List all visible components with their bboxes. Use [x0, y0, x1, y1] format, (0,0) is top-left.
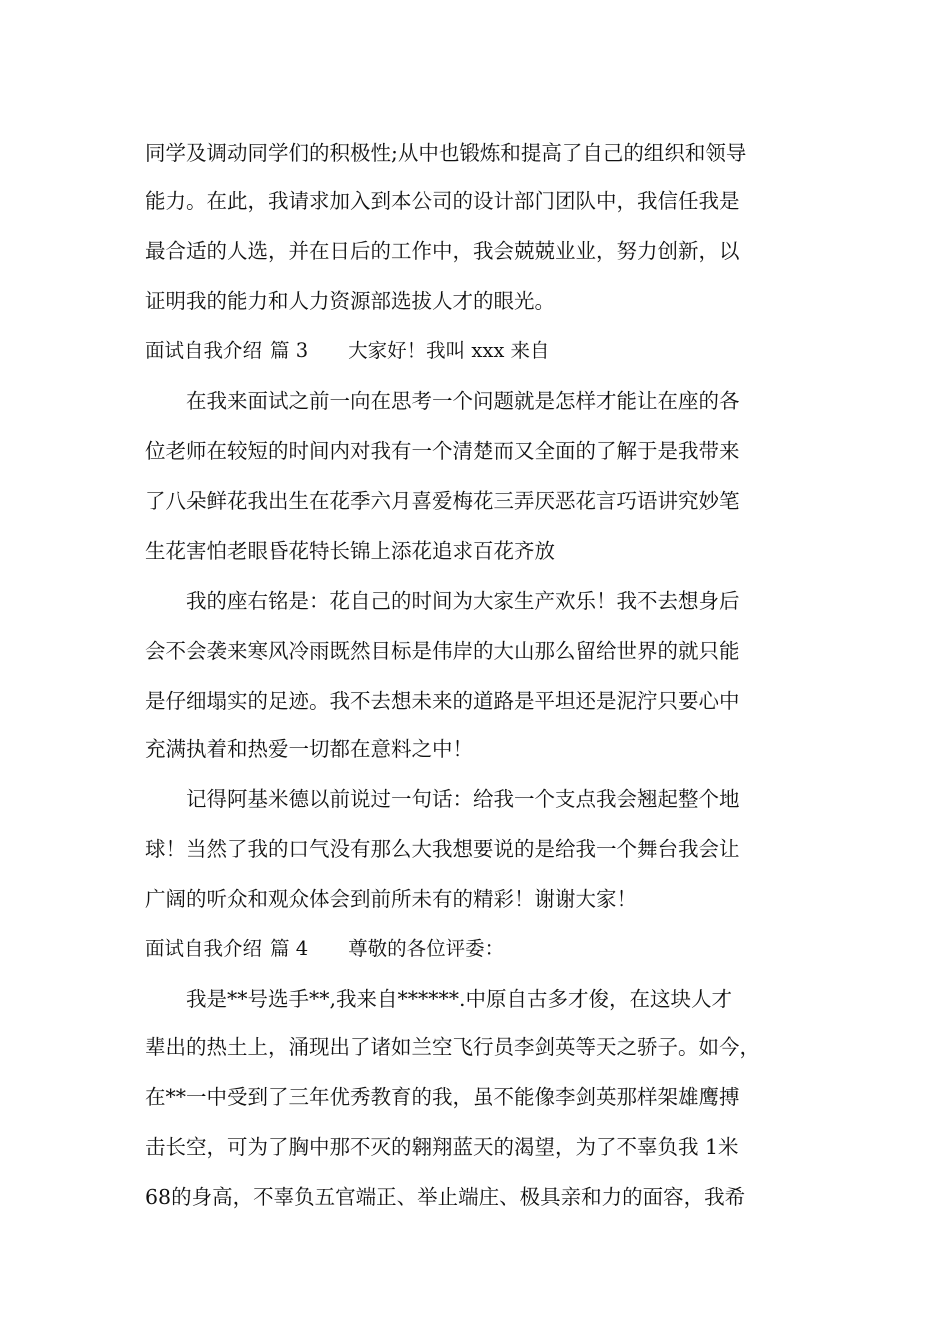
paragraph-line: 生花害怕老眼昏花特长锦上添花追求百花齐放: [145, 539, 555, 563]
paragraph-line: 在**一中受到了三年优秀教育的我，虽不能像李剑英那样架雄鹰搏: [145, 1085, 740, 1109]
paragraph-line: 充满执着和热爱一切都在意料之中！: [145, 737, 473, 761]
paragraph-line: 是仔细塌实的足迹。我不去想未来的道路是平坦还是泥泞只要心中: [145, 689, 740, 713]
section-number: 篇 3: [270, 339, 309, 362]
paragraph-line: 68的身高，不辜负五官端正、举止端庄、极具亲和力的面容，我希: [145, 1185, 746, 1209]
paragraph-line: 我是**号选手**,我来自******.中原自古多才俊，在这块人才: [145, 987, 733, 1011]
section-heading-4: [145, 934, 810, 964]
paragraph-line: 广阔的听众和观众体会到前所未有的精彩！谢谢大家！: [145, 887, 637, 911]
section-title: 面试自我介绍: [145, 339, 263, 362]
paragraph-line: 球！当然了我的口气没有那么大我想要说的是给我一个舞台我会让: [145, 837, 740, 861]
paragraph-line: 我的座右铭是：花自己的时间为大家生产欢乐！我不去想身后: [145, 589, 740, 613]
paragraph-line: 最合适的人选，并在日后的工作中，我会兢兢业业，努力创新，以: [145, 239, 740, 263]
paragraph-line: 击长空，可为了胸中那不灭的翱翔蓝天的渴望，为了不辜负我 1米: [145, 1135, 739, 1159]
paragraph-line: 会不会袭来寒风冷雨既然目标是伟岸的大山那么留给世界的就只能: [145, 639, 740, 663]
paragraph-line: 位老师在较短的时间内对我有一个清楚而又全面的了解于是我带来: [145, 439, 740, 463]
section-heading-3: [145, 336, 810, 366]
section-title: 面试自我介绍: [145, 937, 263, 960]
section-greeting: 大家好！我叫 xxx 来自: [348, 339, 550, 362]
paragraph-line: 在我来面试之前一向在思考一个问题就是怎样才能让在座的各: [145, 389, 740, 413]
section-greeting: 尊敬的各位评委：: [348, 937, 505, 960]
paragraph-line: 记得阿基米德以前说过一句话：给我一个支点我会翘起整个地: [145, 787, 740, 811]
paragraph-line: 了八朵鲜花我出生在花季六月喜爱梅花三弄厌恶花言巧语讲究妙笔: [145, 489, 740, 513]
paragraph-line: 辈出的热土上，涌现出了诸如兰空飞行员李剑英等天之骄子。如今，: [145, 1035, 760, 1059]
paragraph-line: 能力。在此，我请求加入到本公司的设计部门团队中，我信任我是: [145, 189, 740, 213]
section-number: 篇 4: [270, 937, 309, 960]
paragraph-line: 同学及调动同学们的积极性;从中也锻炼和提高了自己的组织和领导: [145, 141, 747, 165]
paragraph-line: 证明我的能力和人力资源部选拔人才的眼光。: [145, 289, 555, 313]
